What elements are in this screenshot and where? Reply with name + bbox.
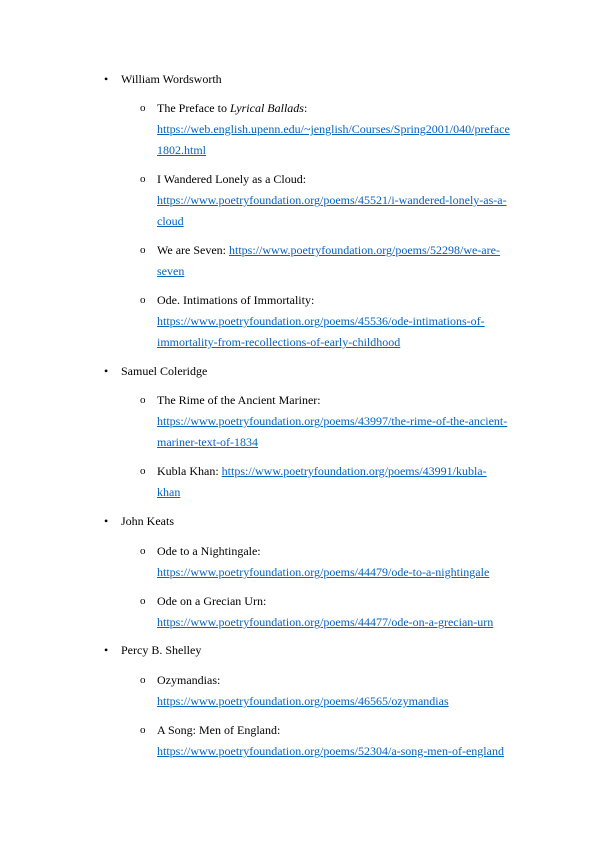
- bullet-icon: •: [104, 643, 109, 657]
- work-title: The Preface to Lyrical Ballads:: [157, 101, 308, 115]
- author-name: Percy B. Shelley: [121, 643, 202, 657]
- work-link[interactable]: https://www.poetryfoundation.org/poems/44477/ode-on-a-grecian-urn: [157, 615, 494, 629]
- work-link[interactable]: https://www.poetryfoundation.org/poems/43997/the-rime-of-the-ancient-: [157, 414, 508, 428]
- work-title: We are Seven:: [157, 243, 226, 257]
- bullet-icon: •: [104, 72, 109, 86]
- work-link-continued[interactable]: khan: [157, 485, 181, 499]
- sub-bullet-icon: o: [140, 674, 146, 686]
- sub-bullet-icon: o: [140, 244, 146, 256]
- work-title-with-link: [157, 461, 517, 482]
- work-title: Ozymandias:: [157, 673, 221, 687]
- work-link[interactable]: https://www.poetryfoundation.org/poems/45536/ode-intimations-of-: [157, 314, 485, 328]
- author-name: Samuel Coleridge: [121, 364, 208, 378]
- sub-bullet-icon: o: [140, 545, 146, 557]
- bullet-icon: •: [104, 514, 109, 528]
- work-link[interactable]: https://web.english.upenn.edu/~jenglish/Courses/Spring2001/040/preface: [157, 122, 510, 136]
- work-title: The Rime of the Ancient Mariner:: [157, 393, 321, 407]
- work-link[interactable]: https://www.poetryfoundation.org/poems/46565/ozymandias: [157, 694, 449, 708]
- work-title-with-link: [157, 240, 517, 261]
- sub-bullet-icon: o: [140, 102, 146, 114]
- work-link-continued[interactable]: immortality-from-recollections-of-early-childhood: [157, 335, 401, 349]
- work-link[interactable]: https://www.poetryfoundation.org/poems/44479/ode-to-a-nightingale: [157, 565, 490, 579]
- sub-bullet-icon: o: [140, 394, 146, 406]
- author-name: William Wordsworth: [121, 72, 222, 86]
- sub-bullet-icon: o: [140, 595, 146, 607]
- work-title: Ode on a Grecian Urn:: [157, 594, 267, 608]
- work-title: A Song: Men of England:: [157, 723, 281, 737]
- author-name: John Keats: [121, 514, 174, 528]
- work-link-continued[interactable]: cloud: [157, 214, 184, 228]
- work-link-continued[interactable]: seven: [157, 264, 185, 278]
- sub-bullet-icon: o: [140, 173, 146, 185]
- sub-bullet-icon: o: [140, 724, 146, 736]
- work-title: Kubla Khan:: [157, 464, 219, 478]
- work-title: I Wandered Lonely as a Cloud:: [157, 172, 307, 186]
- work-title: Ode. Intimations of Immortality:: [157, 293, 315, 307]
- sub-bullet-icon: o: [140, 294, 146, 306]
- work-link[interactable]: https://www.poetryfoundation.org/poems/43991/kubla-: [221, 464, 487, 478]
- work-link[interactable]: https://www.poetryfoundation.org/poems/45521/i-wandered-lonely-as-a-: [157, 193, 507, 207]
- work-link-continued[interactable]: 1802.html: [157, 143, 207, 157]
- work-link[interactable]: https://www.poetryfoundation.org/poems/52304/a-song-men-of-england: [157, 744, 504, 758]
- work-link[interactable]: https://www.poetryfoundation.org/poems/52298/we-are-: [229, 243, 500, 257]
- work-link-continued[interactable]: mariner-text-of-1834: [157, 435, 259, 449]
- work-title: Ode to a Nightingale:: [157, 544, 261, 558]
- sub-bullet-icon: o: [140, 465, 146, 477]
- bullet-icon: •: [104, 364, 109, 378]
